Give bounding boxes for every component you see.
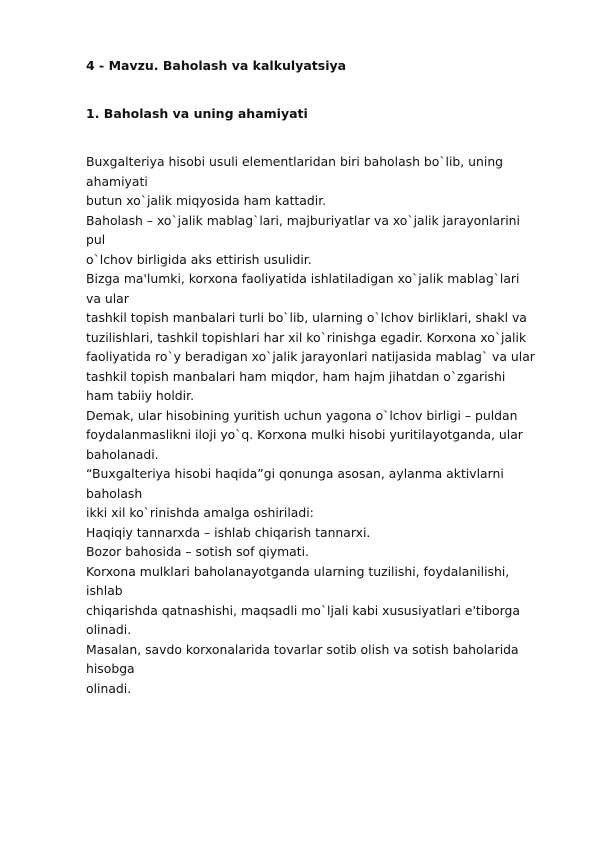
text-line: foydalanmaslikni iloji yo`q. Korxona mulki hisobi yuritilayotganda, ular [86,427,523,442]
text-line: Haqiqiy tannarxda – ishlab chiqarish tannarxi. [86,524,371,540]
paragraph-block [86,152,556,698]
text-line: ham tabiiy holdir. [86,388,195,403]
text-line: Bozor bahosida – sotish sof qiymati. [86,544,309,559]
text-line: faoliyatida ro`y beradigan xo`jalik jarayonlari natijasida mablag` va ular [86,349,535,364]
text-line: pul [86,232,106,247]
text-line: ishlab [86,583,123,598]
text-line: “Buxgalteriya hisobi haqida”gi qonunga asosan, aylanma aktivlarni [86,466,504,481]
text-line: Korxona mulklari baholanayotganda ularning tuzilishi, foydalanilishi, [86,563,510,579]
text-line: olinadi. [86,622,132,637]
text-line: Bizga ma'lumki, korxona faoliyatida ishlatiladigan xo`jalik mablag`lari [86,271,520,286]
document-body [86,56,556,698]
text-line: olinadi. [86,680,132,696]
text-line: chiqarishda qatnashishi, maqsadli mo`ljali kabi xususiyatlari e'tiborga [86,602,520,618]
text-line: Masalan, savdo korxonalarida tovarlar sotib olish va sotish baholarida [86,641,519,657]
text-line: hisobga [86,661,135,676]
text-line: ahamiyati [86,173,148,189]
text-line: baholash [86,485,143,501]
text-line: Demak, ular hisobining yuritish uchun yagona o`lchov birligi – puldan [86,407,518,423]
text-line: tuzilishlari, tashkil topishlari har xil ko`rinishga egadir. Korxona xo`jalik [86,329,527,345]
text-line: Buxgalteriya hisobi usuli elementlaridan biri baholash bo`lib, uning [86,154,504,169]
topic-title: 4 - Mavzu. Baholash va kalkulyatsiya [86,58,347,73]
text-line: Baholash – xo`jalik mablag`lari, majburiyatlar va xo`jalik jarayonlarini [86,212,520,228]
text-line: va ular [86,290,129,306]
text-line: o`lchov birligida aks ettirish usulidir. [86,251,312,267]
section-title: 1. Baholash va uning ahamiyati [86,106,308,121]
text-line: baholanadi. [86,446,159,462]
text-line: tashkil topish manbalari turli bo`lib, ularning o`lchov birliklari, shakl va [86,310,527,325]
text-line: tashkil topish manbalari ham miqdor, ham hajm jihatdan o`zgarishi [86,368,506,384]
text-line: ikki xil ko`rinishda amalga oshiriladi: [86,505,314,520]
text-line: butun xo`jalik miqyosida ham kattadir. [86,193,327,208]
